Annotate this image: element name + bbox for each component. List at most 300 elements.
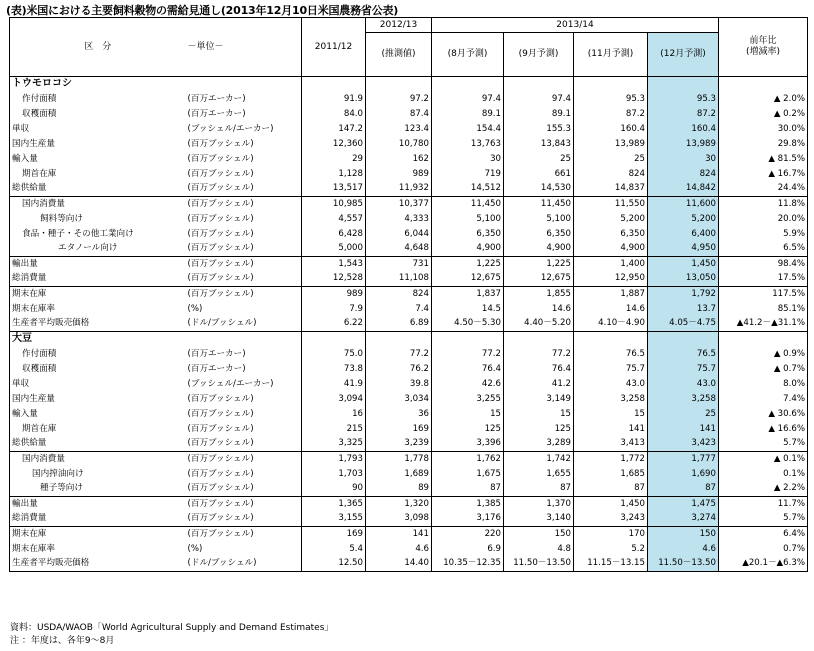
table-row — [10, 122, 808, 137]
value-cell: 123.4 — [366, 122, 432, 137]
value-cell: 1,128 — [302, 167, 366, 182]
value-cell: 4,950 — [648, 242, 719, 257]
value-cell: 43.0 — [574, 377, 648, 392]
value-cell: 5,100 — [504, 212, 574, 227]
value-cell: 13,843 — [504, 137, 574, 152]
value-cell: 5,200 — [574, 212, 648, 227]
value-cell: 4,648 — [366, 242, 432, 257]
table-row — [10, 272, 808, 287]
change-cell: 11.8% — [719, 197, 808, 212]
header-change: 前年比 (増減率) — [719, 18, 808, 77]
value-cell: 3,396 — [432, 437, 504, 452]
empty-cell — [574, 77, 648, 92]
row-label: 期末在庫 — [10, 527, 186, 542]
empty-cell — [719, 77, 808, 92]
value-cell: 10,377 — [366, 197, 432, 212]
change-cell: 8.0% — [719, 377, 808, 392]
row-unit: (百万ブッシェル) — [186, 182, 302, 197]
table-row — [10, 407, 808, 422]
row-unit: (百万ブッシェル) — [186, 227, 302, 242]
value-cell: 1,450 — [648, 257, 719, 272]
value-cell: 6.89 — [366, 317, 432, 332]
empty-cell — [366, 332, 432, 347]
table-row — [10, 182, 808, 197]
row-unit: (百万ブッシェル) — [186, 242, 302, 257]
header-sep: (9月予測) — [504, 33, 574, 77]
value-cell: 141 — [574, 422, 648, 437]
value-cell: 1,385 — [432, 497, 504, 512]
change-cell: ▲ 2.2% — [719, 482, 808, 497]
value-cell: 1,742 — [504, 452, 574, 467]
value-cell: 12,360 — [302, 137, 366, 152]
value-cell: 6.22 — [302, 317, 366, 332]
value-cell: 160.4 — [648, 122, 719, 137]
value-cell: 1,703 — [302, 467, 366, 482]
change-cell: ▲41.2－▲31.1% — [719, 317, 808, 332]
value-cell: 6,350 — [504, 227, 574, 242]
header-2013-14: 2013/14 — [432, 18, 719, 33]
row-unit: (ブッシェル/エーカー) — [186, 122, 302, 137]
value-cell: 10,780 — [366, 137, 432, 152]
row-label: 食品・種子・その他工業向け — [10, 227, 186, 242]
empty-cell — [302, 77, 366, 92]
value-cell: 7.9 — [302, 302, 366, 317]
change-cell: 17.5% — [719, 272, 808, 287]
value-cell: 4,900 — [504, 242, 574, 257]
value-cell: 150 — [648, 527, 719, 542]
change-cell: 30.0% — [719, 122, 808, 137]
row-label: 収穫面積 — [10, 107, 186, 122]
value-cell: 4.40－5.20 — [504, 317, 574, 332]
value-cell: 13,989 — [648, 137, 719, 152]
supply-demand-table — [9, 17, 808, 572]
value-cell: 3,255 — [432, 392, 504, 407]
value-cell: 1,762 — [432, 452, 504, 467]
value-cell: 989 — [302, 287, 366, 302]
value-cell: 5.2 — [574, 542, 648, 557]
value-cell: 16 — [302, 407, 366, 422]
row-unit: (百万エーカー) — [186, 347, 302, 362]
value-cell: 1,792 — [648, 287, 719, 302]
table-row — [10, 527, 808, 542]
row-label: 国内消費量 — [10, 197, 186, 212]
value-cell: 1,365 — [302, 497, 366, 512]
value-cell: 13,517 — [302, 182, 366, 197]
value-cell: 125 — [504, 422, 574, 437]
empty-cell — [302, 332, 366, 347]
footer-source: 資料：USDA/WAOB「World Agricultural Supply and Demand Estimates」 — [10, 623, 334, 633]
empty-cell — [432, 77, 504, 92]
row-unit: (%) — [186, 542, 302, 557]
value-cell: 1,689 — [366, 467, 432, 482]
change-cell: 117.5% — [719, 287, 808, 302]
table-row — [10, 302, 808, 317]
value-cell: 169 — [302, 527, 366, 542]
value-cell: 7.4 — [366, 302, 432, 317]
value-cell: 12,675 — [504, 272, 574, 287]
table-row — [10, 317, 808, 332]
table-row — [10, 107, 808, 122]
row-unit: (ブッシェル/エーカー) — [186, 377, 302, 392]
value-cell: 3,155 — [302, 512, 366, 527]
change-cell: 5.7% — [719, 437, 808, 452]
value-cell: 3,140 — [504, 512, 574, 527]
value-cell: 3,149 — [504, 392, 574, 407]
value-cell: 30 — [648, 152, 719, 167]
row-unit: (%) — [186, 302, 302, 317]
change-cell: ▲20.1－▲6.3% — [719, 557, 808, 572]
value-cell: 3,274 — [648, 512, 719, 527]
value-cell: 11,108 — [366, 272, 432, 287]
value-cell: 3,176 — [432, 512, 504, 527]
value-cell: 169 — [366, 422, 432, 437]
value-cell: 14.6 — [504, 302, 574, 317]
row-label: 輸入量 — [10, 407, 186, 422]
value-cell: 162 — [366, 152, 432, 167]
value-cell: 89.1 — [432, 107, 504, 122]
table-body — [10, 77, 808, 572]
row-label: 期末在庫率 — [10, 542, 186, 557]
value-cell: 91.9 — [302, 92, 366, 107]
value-cell: 12,528 — [302, 272, 366, 287]
change-cell: 6.5% — [719, 242, 808, 257]
value-cell: 87.2 — [574, 107, 648, 122]
value-cell: 89 — [366, 482, 432, 497]
table-row — [10, 497, 808, 512]
empty-cell — [648, 77, 719, 92]
footer-note: 注 ：年度は、各年9～8月 — [10, 636, 115, 646]
change-cell: ▲ 81.5% — [719, 152, 808, 167]
value-cell: 90 — [302, 482, 366, 497]
value-cell: 87 — [504, 482, 574, 497]
row-label: 国内生産量 — [10, 392, 186, 407]
row-unit: (百万ブッシェル) — [186, 137, 302, 152]
row-label: 国内消費量 — [10, 452, 186, 467]
section-header-row — [10, 77, 808, 92]
value-cell: 95.3 — [648, 92, 719, 107]
value-cell: 1,855 — [504, 287, 574, 302]
value-cell: 4,900 — [432, 242, 504, 257]
row-label: 国内搾油向け — [10, 467, 186, 482]
value-cell: 4,557 — [302, 212, 366, 227]
change-cell: 0.7% — [719, 542, 808, 557]
value-cell: 1,655 — [504, 467, 574, 482]
row-label: 作付面積 — [10, 347, 186, 362]
row-unit: (百万ブッシェル) — [186, 197, 302, 212]
value-cell: 1,793 — [302, 452, 366, 467]
value-cell: 1,320 — [366, 497, 432, 512]
value-cell: 1,772 — [574, 452, 648, 467]
header-dec: (12月予測) — [648, 33, 719, 77]
table-row — [10, 392, 808, 407]
value-cell: 76.5 — [648, 347, 719, 362]
value-cell: 220 — [432, 527, 504, 542]
value-cell: 4.05－4.75 — [648, 317, 719, 332]
table-row — [10, 452, 808, 467]
change-cell: ▲ 2.0% — [719, 92, 808, 107]
value-cell: 4,900 — [574, 242, 648, 257]
table-row — [10, 92, 808, 107]
value-cell: 25 — [574, 152, 648, 167]
change-cell: 5.7% — [719, 512, 808, 527]
value-cell: 10,985 — [302, 197, 366, 212]
value-cell: 155.3 — [504, 122, 574, 137]
change-cell: ▲ 16.7% — [719, 167, 808, 182]
row-label: 作付面積 — [10, 92, 186, 107]
row-unit: (百万ブッシェル) — [186, 257, 302, 272]
row-unit: (百万ブッシェル) — [186, 497, 302, 512]
value-cell: 1,675 — [432, 467, 504, 482]
value-cell: 14.40 — [366, 557, 432, 572]
value-cell: 661 — [504, 167, 574, 182]
value-cell: 11.15－13.15 — [574, 557, 648, 572]
value-cell: 77.2 — [366, 347, 432, 362]
value-cell: 3,094 — [302, 392, 366, 407]
row-label: 輸入量 — [10, 152, 186, 167]
change-cell: 7.4% — [719, 392, 808, 407]
value-cell: 6,044 — [366, 227, 432, 242]
value-cell: 15 — [574, 407, 648, 422]
value-cell: 4,333 — [366, 212, 432, 227]
table-title: (表)米国における主要飼料穀物の需給見通し(2013年12月10日米国農務省公表) — [6, 4, 399, 17]
change-cell: ▲ 0.9% — [719, 347, 808, 362]
value-cell: 97.4 — [432, 92, 504, 107]
table-row — [10, 152, 808, 167]
value-cell: 97.2 — [366, 92, 432, 107]
value-cell: 3,098 — [366, 512, 432, 527]
change-cell: 6.4% — [719, 527, 808, 542]
table-row — [10, 197, 808, 212]
value-cell: 170 — [574, 527, 648, 542]
row-label: 生産者平均販売価格 — [10, 557, 186, 572]
row-unit: (百万ブッシェル) — [186, 287, 302, 302]
value-cell: 6,350 — [432, 227, 504, 242]
change-cell: 5.9% — [719, 227, 808, 242]
header-item: 区 分 — [10, 18, 186, 77]
row-unit: (百万ブッシェル) — [186, 527, 302, 542]
change-cell: ▲ 30.6% — [719, 407, 808, 422]
value-cell: 73.8 — [302, 362, 366, 377]
change-cell: 20.0% — [719, 212, 808, 227]
row-label: 期末在庫 — [10, 287, 186, 302]
row-unit: (百万ブッシェル) — [186, 437, 302, 452]
value-cell: 5,100 — [432, 212, 504, 227]
change-cell: ▲ 0.1% — [719, 452, 808, 467]
table-row — [10, 437, 808, 452]
value-cell: 76.4 — [432, 362, 504, 377]
change-cell: ▲ 0.7% — [719, 362, 808, 377]
value-cell: 1,837 — [432, 287, 504, 302]
value-cell: 3,239 — [366, 437, 432, 452]
header-estimate: (推測値) — [366, 33, 432, 77]
row-unit: (百万ブッシェル) — [186, 482, 302, 497]
value-cell: 11.50－13.50 — [504, 557, 574, 572]
row-unit: (百万ブッシェル) — [186, 467, 302, 482]
value-cell: 15 — [432, 407, 504, 422]
row-unit: (百万ブッシェル) — [186, 167, 302, 182]
empty-cell — [366, 77, 432, 92]
table-row — [10, 557, 808, 572]
row-label: 総消費量 — [10, 512, 186, 527]
table-row — [10, 212, 808, 227]
change-cell: 98.4% — [719, 257, 808, 272]
value-cell: 11,550 — [574, 197, 648, 212]
value-cell: 824 — [648, 167, 719, 182]
row-label: 飼料等向け — [10, 212, 186, 227]
value-cell: 1,685 — [574, 467, 648, 482]
value-cell: 719 — [432, 167, 504, 182]
footer — [10, 622, 333, 648]
header-nov: (11月予測) — [574, 33, 648, 77]
value-cell: 13.7 — [648, 302, 719, 317]
change-cell: ▲ 0.2% — [719, 107, 808, 122]
value-cell: 4.6 — [648, 542, 719, 557]
value-cell: 6,428 — [302, 227, 366, 242]
section-unit-empty — [186, 77, 302, 92]
row-unit: (百万エーカー) — [186, 362, 302, 377]
value-cell: 25 — [648, 407, 719, 422]
row-unit: (ドル/ブッシェル) — [186, 317, 302, 332]
header-aug: (8月予測) — [432, 33, 504, 77]
value-cell: 4.6 — [366, 542, 432, 557]
row-label: 輸出量 — [10, 257, 186, 272]
table-row — [10, 467, 808, 482]
row-unit: (ドル/ブッシェル) — [186, 557, 302, 572]
value-cell: 14.6 — [574, 302, 648, 317]
change-cell: ▲ 16.6% — [719, 422, 808, 437]
table-row — [10, 227, 808, 242]
value-cell: 77.2 — [432, 347, 504, 362]
value-cell: 4.8 — [504, 542, 574, 557]
section-name: 大豆 — [10, 332, 186, 347]
value-cell: 75.7 — [648, 362, 719, 377]
empty-cell — [574, 332, 648, 347]
value-cell: 97.4 — [504, 92, 574, 107]
value-cell: 3,258 — [648, 392, 719, 407]
value-cell: 76.2 — [366, 362, 432, 377]
header-2012-13: 2012/13 — [366, 18, 432, 33]
value-cell: 824 — [574, 167, 648, 182]
value-cell: 1,225 — [504, 257, 574, 272]
value-cell: 824 — [366, 287, 432, 302]
value-cell: 13,763 — [432, 137, 504, 152]
value-cell: 989 — [366, 167, 432, 182]
row-unit: (百万ブッシェル) — [186, 212, 302, 227]
table-row — [10, 542, 808, 557]
header-2011-12: 2011/12 — [302, 18, 366, 77]
value-cell: 87 — [648, 482, 719, 497]
row-label: 期首在庫 — [10, 422, 186, 437]
row-unit: (百万エーカー) — [186, 107, 302, 122]
value-cell: 12,675 — [432, 272, 504, 287]
row-label: 輸出量 — [10, 497, 186, 512]
row-unit: (百万ブッシェル) — [186, 422, 302, 437]
change-cell: 0.1% — [719, 467, 808, 482]
table-row — [10, 422, 808, 437]
row-label: 総供給量 — [10, 437, 186, 452]
change-cell: 29.8% — [719, 137, 808, 152]
value-cell: 87.2 — [648, 107, 719, 122]
value-cell: 10.35－12.35 — [432, 557, 504, 572]
value-cell: 1,450 — [574, 497, 648, 512]
empty-cell — [432, 332, 504, 347]
row-label: 収穫面積 — [10, 362, 186, 377]
value-cell: 87 — [574, 482, 648, 497]
value-cell: 84.0 — [302, 107, 366, 122]
empty-cell — [504, 77, 574, 92]
value-cell: 87 — [432, 482, 504, 497]
value-cell: 3,243 — [574, 512, 648, 527]
value-cell: 89.1 — [504, 107, 574, 122]
empty-cell — [504, 332, 574, 347]
value-cell: 1,475 — [648, 497, 719, 512]
value-cell: 75.0 — [302, 347, 366, 362]
change-cell: 85.1% — [719, 302, 808, 317]
table-row — [10, 362, 808, 377]
value-cell: 15 — [504, 407, 574, 422]
value-cell: 14,530 — [504, 182, 574, 197]
table-row — [10, 287, 808, 302]
value-cell: 77.2 — [504, 347, 574, 362]
row-label: 種子等向け — [10, 482, 186, 497]
value-cell: 154.4 — [432, 122, 504, 137]
row-unit: (百万ブッシェル) — [186, 407, 302, 422]
row-label: エタノール向け — [10, 242, 186, 257]
value-cell: 14,512 — [432, 182, 504, 197]
value-cell: 141 — [366, 527, 432, 542]
change-cell: 11.7% — [719, 497, 808, 512]
value-cell: 11.50－13.50 — [648, 557, 719, 572]
value-cell: 3,325 — [302, 437, 366, 452]
table-row — [10, 257, 808, 272]
value-cell: 11,450 — [504, 197, 574, 212]
table-row — [10, 242, 808, 257]
section-unit-empty — [186, 332, 302, 347]
value-cell: 12.50 — [302, 557, 366, 572]
value-cell: 14,837 — [574, 182, 648, 197]
section-name: トウモロコシ — [10, 77, 186, 92]
row-unit: (百万ブッシェル) — [186, 512, 302, 527]
row-label: 総供給量 — [10, 182, 186, 197]
value-cell: 1,887 — [574, 287, 648, 302]
table-row — [10, 377, 808, 392]
table-row — [10, 512, 808, 527]
value-cell: 5.4 — [302, 542, 366, 557]
value-cell: 3,289 — [504, 437, 574, 452]
value-cell: 141 — [648, 422, 719, 437]
value-cell: 1,225 — [432, 257, 504, 272]
value-cell: 29 — [302, 152, 366, 167]
value-cell: 1,690 — [648, 467, 719, 482]
value-cell: 4.50－5.30 — [432, 317, 504, 332]
row-label: 単収 — [10, 122, 186, 137]
row-unit: (百万ブッシェル) — [186, 272, 302, 287]
value-cell: 14,842 — [648, 182, 719, 197]
value-cell: 13,989 — [574, 137, 648, 152]
value-cell: 1,778 — [366, 452, 432, 467]
value-cell: 13,050 — [648, 272, 719, 287]
value-cell: 6.9 — [432, 542, 504, 557]
value-cell: 215 — [302, 422, 366, 437]
row-label: 期末在庫率 — [10, 302, 186, 317]
value-cell: 3,258 — [574, 392, 648, 407]
value-cell: 6,350 — [574, 227, 648, 242]
table-row — [10, 167, 808, 182]
value-cell: 11,600 — [648, 197, 719, 212]
value-cell: 1,543 — [302, 257, 366, 272]
section-header-row — [10, 332, 808, 347]
row-unit: (百万エーカー) — [186, 92, 302, 107]
